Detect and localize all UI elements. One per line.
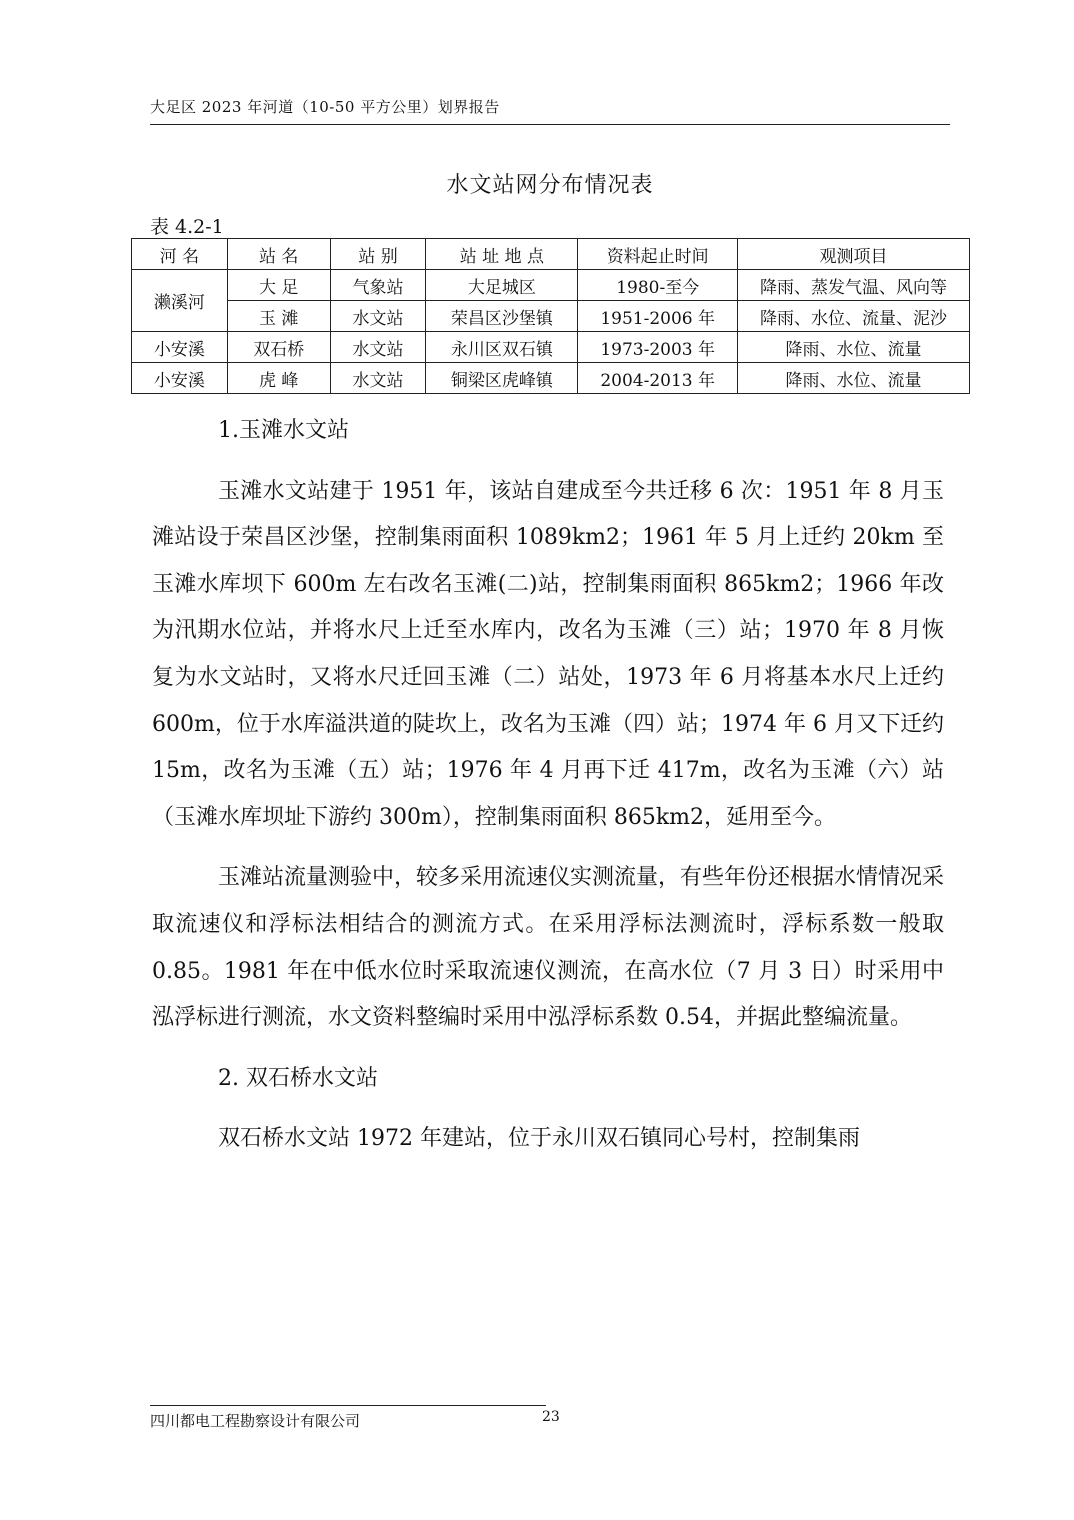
table-cell: 水文站 bbox=[330, 363, 426, 394]
table-cell: 铜梁区虎峰镇 bbox=[426, 363, 578, 394]
column-header: 站 名 bbox=[227, 239, 330, 270]
table-cell: 1980-至今 bbox=[578, 270, 738, 301]
paragraph: 玉滩站流量测验中，较多采用流速仪实测流量，有些年份还根据水情情况采取流速仪和浮标法相结合的测流方式。在采用浮标法测流时，浮标系数一般取 0.85。1981 年在中低水位时采取流速仪测流，在高水位（7 月 3 日）时采用中泓浮标进行测流，水文资料整编时采用中泓浮标系数 0.54，并据此整编流量。 bbox=[152, 865, 945, 1031]
table-row bbox=[132, 270, 970, 301]
station-table bbox=[131, 238, 970, 394]
footer-divider bbox=[150, 1405, 546, 1406]
table-cell: 1973-2003 年 bbox=[578, 332, 738, 363]
page-header: 大足区 2023 年河道（10-50 平方公里）划界报告 bbox=[150, 98, 500, 116]
table-title: 水文站网分布情况表 bbox=[446, 173, 654, 198]
table-cell: 小安溪 bbox=[132, 363, 228, 394]
page-number: 23 bbox=[542, 1409, 560, 1425]
table-row bbox=[132, 363, 970, 394]
table-row bbox=[132, 301, 970, 332]
table-cell: 1951-2006 年 bbox=[578, 301, 738, 332]
table-cell: 2004-2013 年 bbox=[578, 363, 738, 394]
table-cell: 双石桥 bbox=[227, 332, 330, 363]
table-cell: 大 足 bbox=[227, 270, 330, 301]
table-cell: 玉 滩 bbox=[227, 301, 330, 332]
section-heading: 2. 双石桥水文站 bbox=[218, 1065, 378, 1091]
column-header: 站 别 bbox=[330, 239, 426, 270]
section-heading: 1.玉滩水文站 bbox=[218, 418, 349, 443]
body-text bbox=[152, 408, 944, 1163]
column-header: 资料起止时间 bbox=[578, 239, 738, 270]
column-header: 河 名 bbox=[132, 239, 228, 270]
paragraph: 双石桥水文站 1972 年建站，位于永川双石镇同心号村，控制集雨 bbox=[218, 1126, 860, 1152]
table-cell: 降雨、水位、流量 bbox=[738, 332, 970, 363]
table-row bbox=[132, 332, 970, 363]
header-divider bbox=[150, 124, 950, 125]
table-cell: 小安溪 bbox=[132, 332, 228, 363]
table-cell: 永川区双石镇 bbox=[426, 332, 578, 363]
column-header: 站 址 地 点 bbox=[426, 239, 578, 270]
table-cell: 水文站 bbox=[330, 332, 426, 363]
table-cell: 气象站 bbox=[330, 270, 426, 301]
table-cell: 大足城区 bbox=[426, 270, 578, 301]
table-cell: 降雨、蒸发气温、风向等 bbox=[738, 270, 970, 301]
table-cell: 水文站 bbox=[330, 301, 426, 332]
column-header: 观测项目 bbox=[738, 239, 970, 270]
table-cell: 荣昌区沙堡镇 bbox=[426, 301, 578, 332]
footer-company: 四川都电工程勘察设计有限公司 bbox=[150, 1412, 361, 1430]
table-header-row bbox=[132, 239, 970, 270]
paragraph: 玉滩水文站建于 1951 年，该站自建成至今共迁移 6 次：1951 年 8 月玉滩站设于荣昌区沙堡，控制集雨面积 1089km2；1961 年 5 月上迁约 20km 至玉滩水库坝下 600m 左右改名玉滩(二)站，控制集雨面积 865km2；1966 年改为汛期水位站，并将水尺上迁至水库内，改名为玉滩（三）站；1970 年 8 月恢复为水文站时，又将水尺迁回玉滩（二）站处，1973 年 6 月将基本水尺上迁约 600m，位于水库溢洪道的陡坎上，改名为玉滩（四）站；1974 年 6 月又下迁约 15m，改名为玉滩（五）站；1976 年 4 月再下迁 417m，改名为玉滩（六）站（玉滩水库坝址下游约 300m），控制集雨面积 865km2，延用至今。 bbox=[152, 478, 944, 830]
table-cell: 降雨、水位、流量、泥沙 bbox=[738, 301, 970, 332]
table-number: 表 4.2-1 bbox=[150, 216, 224, 238]
table-cell-river: 濑溪河 bbox=[132, 270, 228, 332]
table-cell: 虎 峰 bbox=[227, 363, 330, 394]
table-cell: 降雨、水位、流量 bbox=[738, 363, 970, 394]
